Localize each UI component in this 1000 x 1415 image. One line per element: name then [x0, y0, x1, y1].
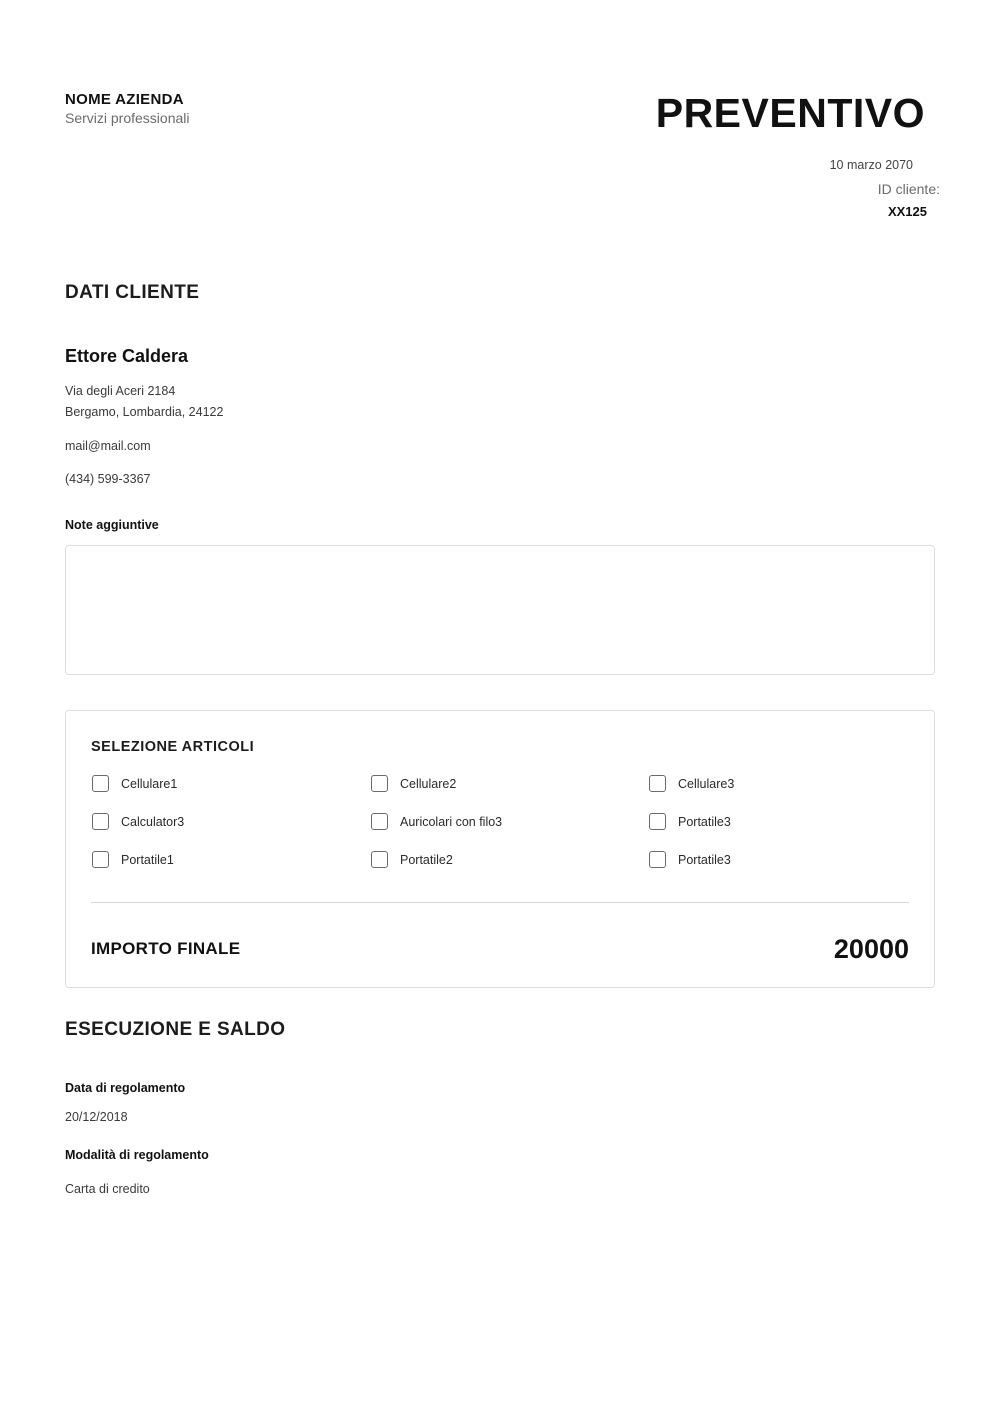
document-date: 10 marzo 2070: [829, 158, 913, 172]
checkbox[interactable]: [649, 813, 666, 830]
client-address-line1: Via degli Aceri 2184: [65, 384, 176, 398]
item-option-label: Portatile1: [121, 852, 174, 867]
item-option[interactable]: [649, 813, 731, 830]
item-option[interactable]: [371, 813, 502, 830]
total-label: IMPORTO FINALE: [91, 939, 241, 958]
checkbox[interactable]: [649, 851, 666, 868]
checkbox[interactable]: [92, 813, 109, 830]
item-option-label: Calculator3: [121, 814, 185, 829]
divider: [91, 902, 909, 903]
document-title: PREVENTIVO: [655, 90, 925, 136]
company-subtitle: Servizi professionali: [65, 110, 190, 126]
execution-section-title: ESECUZIONE E SALDO: [65, 1019, 286, 1040]
item-option[interactable]: [92, 775, 177, 792]
item-option-label: Cellulare1: [121, 776, 178, 791]
checkbox[interactable]: [371, 775, 388, 792]
item-option-label: Portatile2: [400, 852, 453, 867]
item-option[interactable]: [649, 851, 731, 868]
total-value: 20000: [833, 934, 909, 964]
payment-date-label: Data di regolamento: [65, 1081, 186, 1095]
item-option[interactable]: [371, 775, 456, 792]
item-option[interactable]: [649, 775, 734, 792]
payment-date-value: 20/12/2018: [65, 1110, 128, 1124]
notes-label: Note aggiuntive: [65, 518, 159, 532]
item-option[interactable]: [92, 851, 174, 868]
notes-field[interactable]: [65, 545, 935, 675]
company-name: NOME AZIENDA: [65, 91, 184, 108]
items-section-title: SELEZIONE ARTICOLI: [91, 739, 255, 755]
item-option-label: Cellulare3: [678, 776, 735, 791]
checkbox[interactable]: [371, 813, 388, 830]
checkbox[interactable]: [649, 775, 666, 792]
client-section-title: DATI CLIENTE: [65, 282, 200, 303]
checkbox[interactable]: [92, 775, 109, 792]
item-option-label: Cellulare2: [400, 776, 457, 791]
client-address-line2: Bergamo, Lombardia, 24122: [65, 405, 224, 419]
client-phone: (434) 599-3367: [65, 472, 151, 486]
item-option[interactable]: [92, 813, 184, 830]
checkbox[interactable]: [92, 851, 109, 868]
checkbox[interactable]: [371, 851, 388, 868]
payment-mode-label: Modalità di regolamento: [65, 1148, 209, 1162]
client-name: Ettore Caldera: [65, 346, 189, 366]
item-option-label: Portatile3: [678, 852, 731, 867]
payment-mode-value: Carta di credito: [65, 1182, 150, 1196]
item-option-label: Auricolari con filo3: [400, 814, 503, 829]
client-id-value: XX125: [887, 204, 927, 219]
item-option-label: Portatile3: [678, 814, 731, 829]
client-id-label: ID cliente:: [877, 181, 940, 197]
client-email: mail@mail.com: [65, 439, 151, 453]
item-option[interactable]: [371, 851, 453, 868]
